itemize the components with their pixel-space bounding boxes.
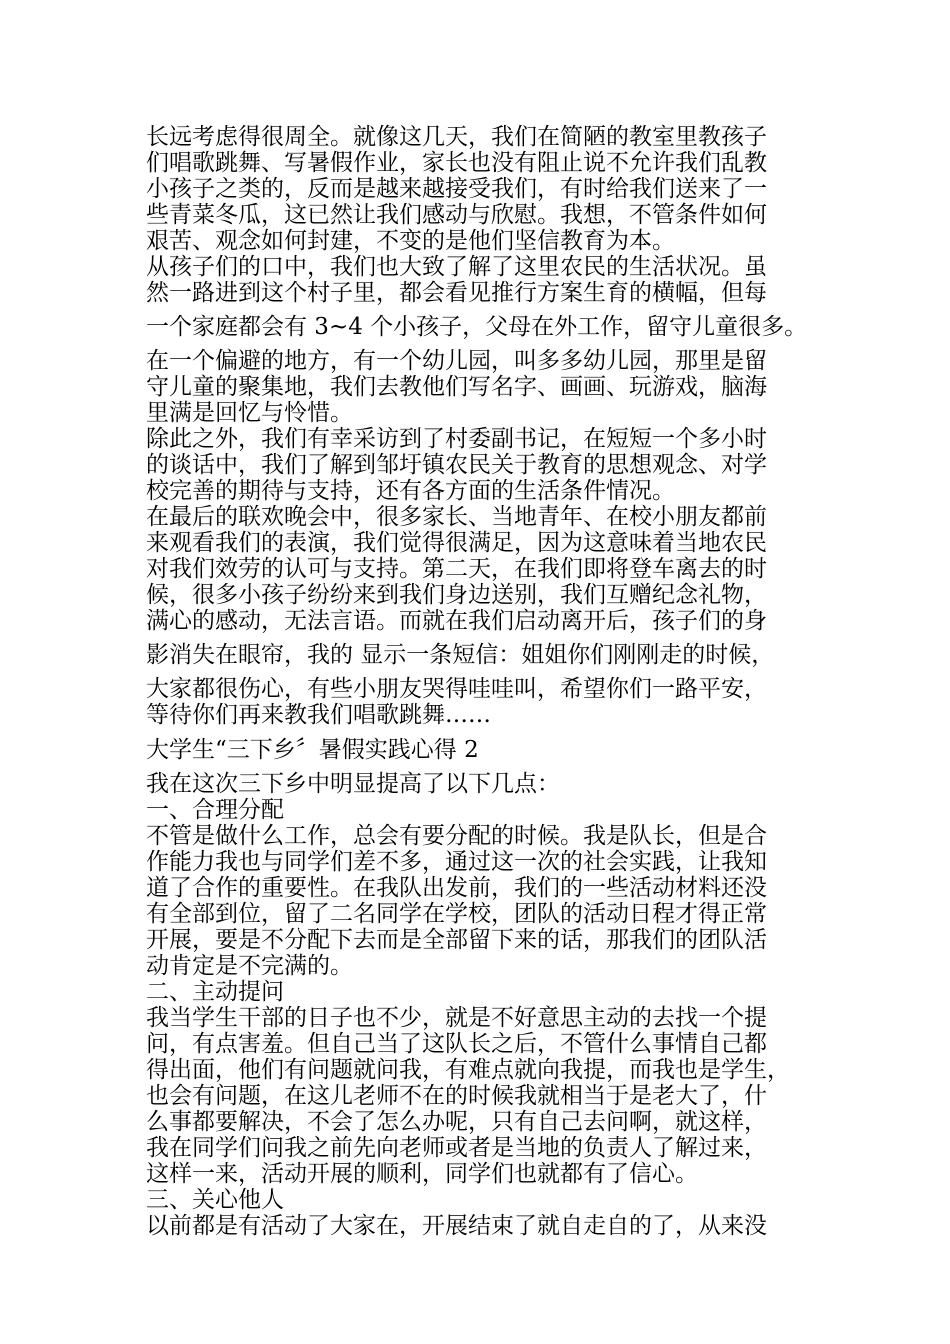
- text-line: 对我们效劳的认可与支持。第二天，在我们即将登车离去的时: [146, 556, 767, 582]
- text-line: 得出面，他们有问题就问我，有难点就向我提，而我也是学生，: [146, 1057, 790, 1083]
- text-line: 些青菜冬瓜，这已然让我们感动与欣慰。我想，不管条件如何: [146, 202, 767, 228]
- text-line: 们唱歌跳舞、写暑假作业，家长也没有阻止说不允许我们乱教: [146, 150, 767, 176]
- text-line: 道了合作的重要性。在我队出发前，我们的一些活动材料还没: [146, 875, 767, 901]
- text-line: 问，有点害羞。但自己当了这队长之后，不管什么事情自己都: [146, 1031, 767, 1057]
- text-line: 二、主动提问: [146, 979, 284, 1005]
- text-line: 除此之外，我们有幸采访到了村委副书记，在短短一个多小时: [146, 426, 767, 452]
- text-line: 从孩子们的口中，我们也大致了解了这里农民的生活状况。虽: [146, 254, 767, 280]
- text-line: 里满是回忆与怜惜。: [146, 400, 353, 426]
- text-line: 然一路进到这个村子里，都会看见推行方案生育的横幅，但每: [146, 280, 767, 306]
- text-line: 的谈话中，我们了解到邹圩镇农民关于教育的思想观念、对学: [146, 452, 767, 478]
- text-line: 我当学生干部的日子也不少，就是不好意思主动的去找一个提: [146, 1005, 767, 1031]
- text-line: 三、关心他人: [146, 1187, 284, 1213]
- text-line: 一、合理分配: [146, 797, 284, 823]
- text-line: 小孩子之类的，反而是越来越接受我们，有时给我们送来了一: [146, 176, 767, 202]
- text-line: 我在同学们问我之前先向老师或者是当地的负责人了解过来，: [146, 1135, 767, 1161]
- text-line: 守儿童的聚集地，我们去教他们写名字、画画、玩游戏，脑海: [146, 374, 767, 400]
- text-line: 在最后的联欢晚会中，很多家长、当地青年、在校小朋友都前: [146, 504, 767, 530]
- text-line: 不管是做什么工作，总会有要分配的时候。我是队长，但是合: [146, 823, 767, 849]
- text-line: 这样一来，活动开展的顺利，同学们也就都有了信心。: [146, 1161, 698, 1187]
- text-line: 作能力我也与同学们差不多，通过这一次的社会实践，让我知: [146, 849, 767, 875]
- text-line: 以前都是有活动了大家在，开展结束了就自走自的了，从来没: [146, 1213, 767, 1239]
- text-line: 艰苦、观念如何封建，不变的是他们坚信教育为本。: [146, 228, 675, 254]
- text-line: 大学生“三下乡〞暑假实践心得 2: [146, 737, 479, 763]
- text-line: 影消失在眼帘，我的 显示一条短信：姐姐你们刚刚走的时候，: [146, 642, 775, 668]
- text-line: 来观看我们的表演，我们觉得很满足，因为这意味着当地农民: [146, 530, 767, 556]
- text-line: 满心的感动，无法言语。而就在我们启动离开后，孩子们的身: [146, 608, 767, 634]
- text-line: 校完善的期待与支持，还有各方面的生活条件情况。: [146, 478, 675, 504]
- text-line: 么事都要解决，不会了怎么办呢，只有自己去问啊，就这样，: [146, 1109, 767, 1135]
- text-line: 等待你们再来教我们唱歌跳舞……: [146, 702, 491, 728]
- text-line: 有全部到位，留了二名同学在学校，团队的活动日程才得正常: [146, 901, 767, 927]
- text-line: 大家都很伤心，有些小朋友哭得哇哇叫，希望你们一路平安，: [146, 676, 767, 702]
- text-line: 一个家庭都会有 3~4 个小孩子，父母在外工作，留守儿童很多。: [146, 314, 808, 340]
- text-line: 开展，要是不分配下去而是全部留下来的话，那我们的团队活: [146, 927, 767, 953]
- text-line: 我在这次三下乡中明显提高了以下几点：: [146, 771, 560, 797]
- text-line: 长远考虑得很周全。就像这几天，我们在简陋的教室里教孩子: [146, 124, 767, 150]
- text-line: 也会有问题，在这儿老师不在的时候我就相当于是老大了，什: [146, 1083, 767, 1109]
- text-line: 在一个偏避的地方，有一个幼儿园，叫多多幼儿园，那里是留: [146, 348, 767, 374]
- text-line: 动肯定是不完满的。: [146, 953, 353, 979]
- text-line: 候，很多小孩子纷纷来到我们身边送别，我们互赠纪念礼物，: [146, 582, 767, 608]
